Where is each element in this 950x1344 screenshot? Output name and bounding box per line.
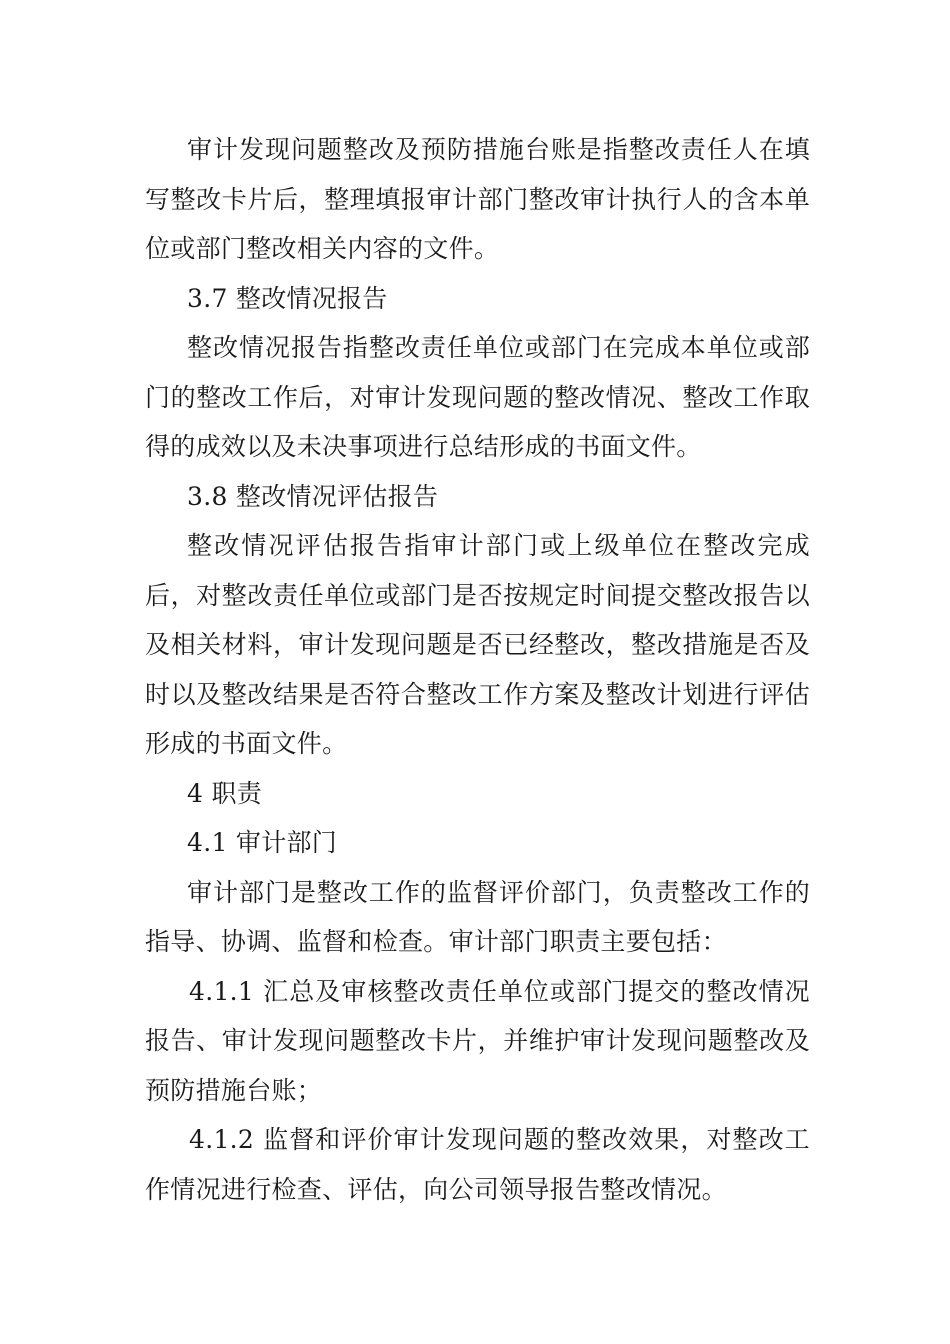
paragraph-ledger-definition: 审计发现问题整改及预防措施台账是指整改责任人在填写整改卡片后，整理填报审计部门整改审计执行人的含本单位或部门整改相关内容的文件。 — [145, 135, 810, 263]
paragraph-rectification-report: 整改情况报告指整改责任单位或部门在完成本单位或部门的整改工作后，对审计发现问题的整改情况、整改工作取得的成效以及未决事项进行总结形成的书面文件。 — [145, 333, 810, 461]
paragraph-audit-department: 审计部门是整改工作的监督评价部门，负责整改工作的指导、协调、监督和检查。审计部门职责主要包括： — [145, 877, 810, 956]
clause-4-1-2: 4.1.2 监督和评价审计发现问题的整改效果，对整改工作情况进行检查、评估，向公司领导报告整改情况。 — [145, 1125, 810, 1204]
document-body — [145, 125, 810, 1214]
heading-4-1: 4.1 审计部门 — [187, 828, 338, 857]
heading-4: 4 职责 — [187, 778, 263, 808]
paragraph-evaluation-report: 整改情况评估报告指审计部门或上级单位在整改完成后，对整改责任单位或部门是否按规定时间提交整改报告以及相关材料，审计发现问题是否已经整改，整改措施是否及时以及整改结果是否符合整改工作方案及整改计划进行评估形成的书面文件。 — [145, 531, 810, 758]
heading-3-8: 3.8 整改情况评估报告 — [187, 481, 439, 511]
heading-3-7: 3.7 整改情况报告 — [187, 283, 388, 313]
clause-4-1-1: 4.1.1 汇总及审核整改责任单位或部门提交的整改情况报告、审计发现问题整改卡片，并维护审计发现问题整改及预防措施台账； — [145, 976, 810, 1105]
